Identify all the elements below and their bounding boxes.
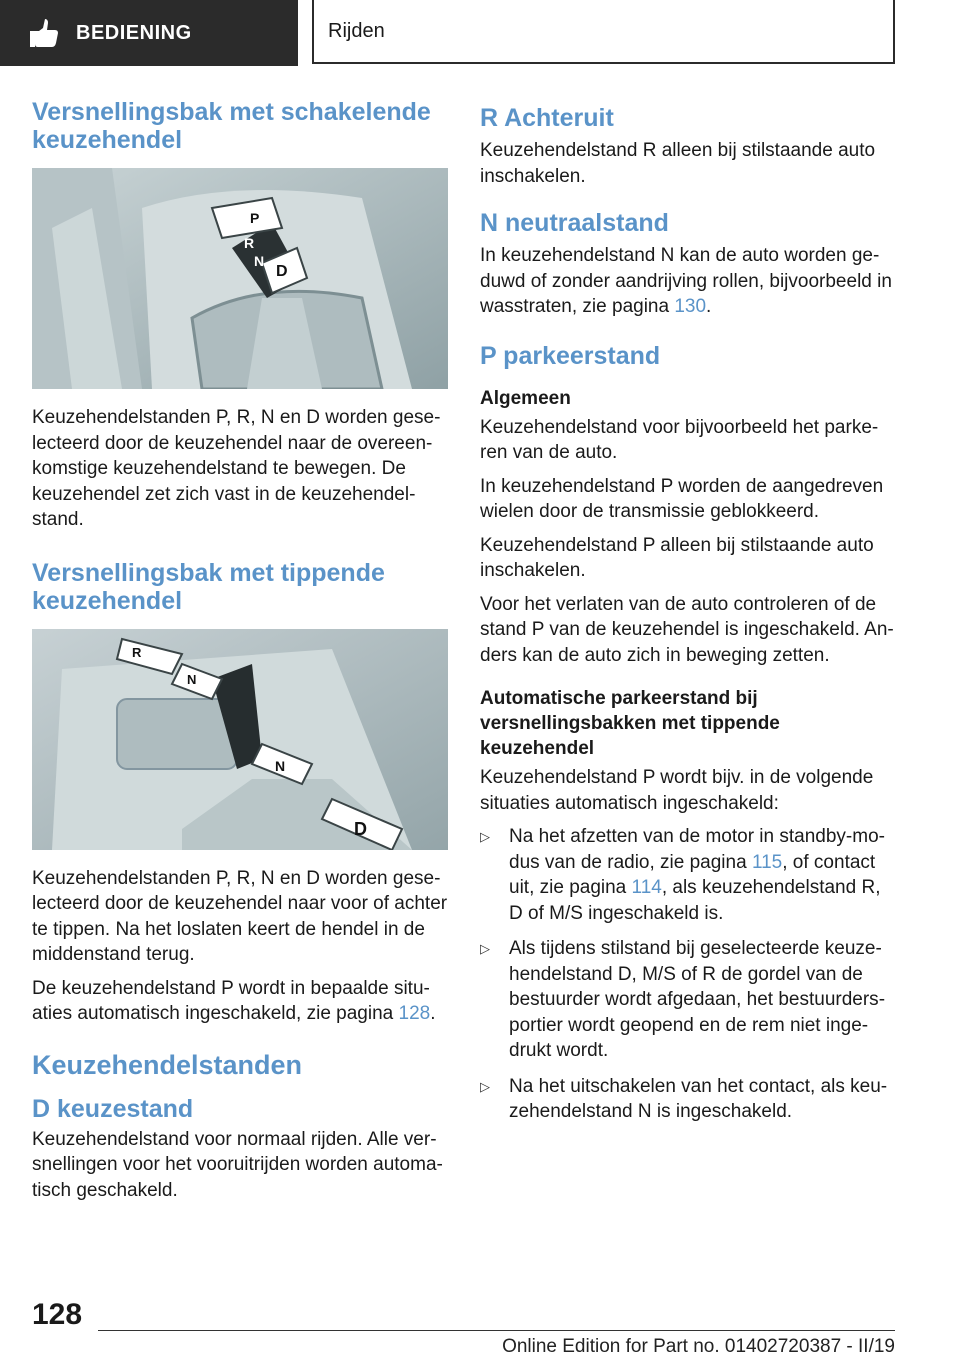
gear-selector-figure-1 xyxy=(32,168,448,389)
paragraph-automatisch-end: . xyxy=(430,1003,436,1024)
left-column xyxy=(32,98,448,1211)
heading-keuzehendelstanden: Keuzehendelstanden xyxy=(32,1049,303,1080)
hand-pointer-icon xyxy=(28,16,62,50)
link-page-130[interactable]: 130 xyxy=(674,296,707,317)
fig1-label-p: P xyxy=(250,210,260,226)
page-number: 128 xyxy=(32,1298,83,1331)
chapter-header xyxy=(312,0,895,64)
link-page-115[interactable]: 115 xyxy=(751,851,783,873)
fig2-label-n-top: N xyxy=(187,671,197,687)
gear-selector-figure-2 xyxy=(32,629,448,850)
paragraph-algemeen-1: Keuzehendelstand voor bijvoorbeeld het parkeren van de auto. xyxy=(480,416,879,463)
triangle-bullet-icon: ▷ xyxy=(480,941,490,956)
paragraph-d-keuzestand: Keuzehendelstand voor normaal rijden. Alle versnellingen voor het vooruitrijden worden automatisch geschakeld. xyxy=(32,1128,443,1201)
paragraph-schakelende: Keuzehendelstanden P, R, N en D worden geselecteerd door de keuzehendel naar de overeenkomstige keuzehendelstand te bewegen. De keuzehendel zet zich vast in de keuzehendelstand. xyxy=(32,407,441,530)
fig2-label-r: R xyxy=(132,644,142,660)
heading-algemeen: Algemeen xyxy=(480,387,571,409)
fig1-label-n: N xyxy=(254,253,265,269)
paragraph-automatisch-text: De keuzehendelstand P wordt in bepaalde situaties automatisch ingeschakeld, zie pagina xyxy=(32,977,430,1024)
heading-r-achteruit: R Achteruit xyxy=(480,104,614,132)
paragraph-r-achteruit: Keuzehendelstand R alleen bij stilstaande auto inschakelen. xyxy=(480,140,876,187)
paragraph-algemeen-2: In keuzehendelstand P worden de aangedreven wielen door de transmissie geblokkeerd. xyxy=(480,475,884,522)
situations-list xyxy=(480,824,894,1125)
chapter-label: Rijden xyxy=(328,19,385,42)
fig2-label-d: D xyxy=(354,818,367,839)
triangle-bullet-icon: ▷ xyxy=(480,1078,490,1094)
paragraph-n-text: In keuzehendelstand N kan de auto worden geduwd of zonder aandrijving rollen, bijvoorbeeld in wasstraten, zie pagina xyxy=(480,245,892,317)
heading-d-keuzestand: D keuzestand xyxy=(32,1094,194,1123)
list-item xyxy=(480,1074,894,1125)
list-item-1-text-a: Na het afzetten van de motor in standby-modus van de radio, zie pagina xyxy=(509,826,885,873)
section-tab xyxy=(0,0,298,66)
paragraph-automatisch xyxy=(32,976,448,1027)
list-item-3-text: Na het uitschakelen van het contact, als keuzehendelstand N is ingeschakeld. xyxy=(509,1075,888,1122)
paragraph-algemeen-3: Keuzehendelstand P alleen bij stilstaande auto inschakelen. xyxy=(480,534,874,581)
paragraph-automatische: Keuzehendelstand P wordt bijv. in de volgende situaties automatisch ingeschakeld: xyxy=(480,767,874,814)
link-page-128[interactable]: 128 xyxy=(398,1003,431,1024)
heading-automatische-parkeerstand: Automatische parkeerstand bij versnellingsbakken met tippende keuzehendel xyxy=(480,688,780,759)
fig2-label-n-bottom: N xyxy=(275,757,286,774)
paragraph-n-neutraalstand xyxy=(480,243,894,320)
fig1-label-r: R xyxy=(244,235,255,251)
link-page-114[interactable]: 114 xyxy=(631,877,662,898)
list-item xyxy=(480,824,894,926)
heading-p-parkeerstand: P parkeerstand xyxy=(480,341,661,370)
right-column xyxy=(480,104,894,1135)
fig1-label-d: D xyxy=(276,263,288,280)
list-item-2-text: Als tijdens stilstand bij geselecteerde keuzehendelstand D, M/S of R de gordel van de bestuurder wordt afgedaan, het bestuurdersportier wordt geopend en de rem niet ingedrukt wordt. xyxy=(509,938,886,1061)
section-label: BEDIENING xyxy=(76,21,192,44)
heading-schakelende: Versnellingsbak met schakelende keuzehendel xyxy=(32,98,431,154)
footer-divider xyxy=(98,1330,895,1331)
heading-tippende: Versnellingsbak met tippende keuzehendel xyxy=(32,558,385,615)
list-item-1-text-c: , als keuzehendelstand R, D of M/S ingeschakeld is. xyxy=(509,877,881,924)
paragraph-n-end: . xyxy=(706,296,712,317)
edition-footer: Online Edition for Part no. 01402720387 - II/19 xyxy=(502,1336,895,1357)
paragraph-algemeen-4: Voor het verlaten van de auto controleren of de stand P van de keuzehendel is ingeschakeld. Anders kan de auto zich in beweging zetten. xyxy=(480,593,894,666)
triangle-bullet-icon: ▷ xyxy=(480,829,490,844)
paragraph-tippende: Keuzehendelstanden P, R, N en D worden geselecteerd door de keuzehendel naar voor of achter te tippen. Na het loslaten keert de hendel in de middenstand terug. xyxy=(32,867,448,965)
heading-n-neutraalstand: N neutraalstand xyxy=(480,209,669,237)
list-item xyxy=(480,936,894,1064)
list-item-1-text-b: , of contact uit, zie pagina xyxy=(509,851,876,898)
